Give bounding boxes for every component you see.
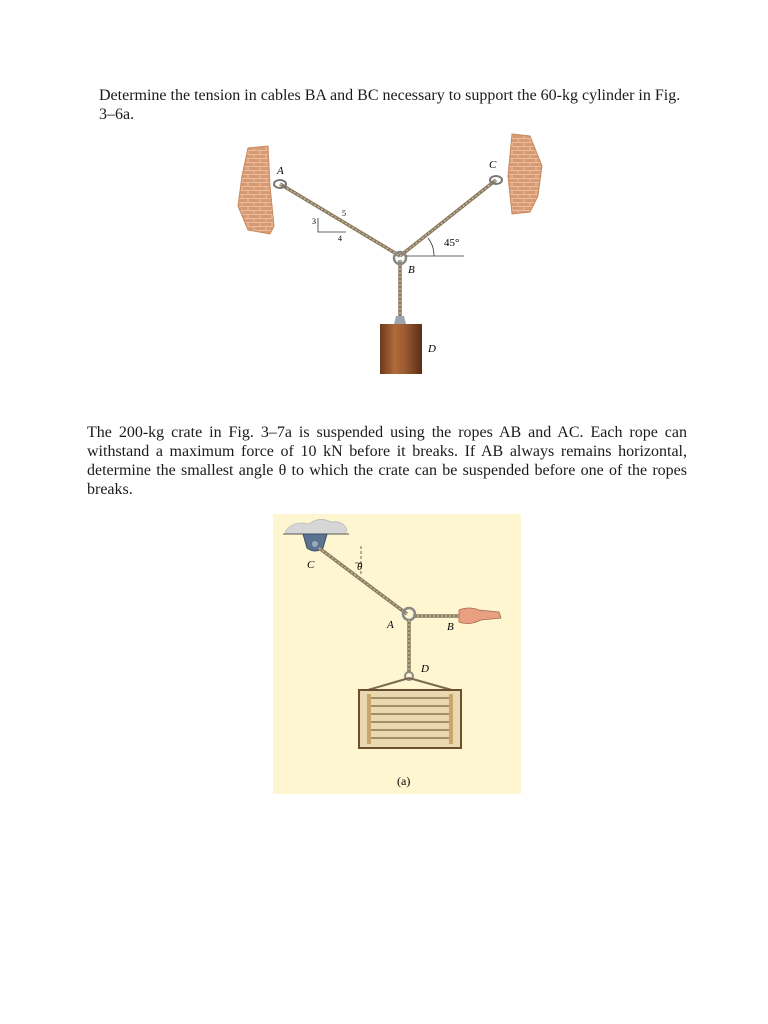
problem-2-text: The 200-kg crate in Fig. 3–7a is suspended using the ropes AB and AC. Each rope can withstand a maximum force of 10 kN before it breaks. If AB always remains horizontal, determine the smallest angle θ to which the crate can be suspended before one of the ropes breaks. [87, 424, 687, 498]
cylinder-d [380, 324, 422, 374]
label-a: A [387, 619, 394, 631]
label-a: A [277, 165, 284, 177]
figure-crate-ropes [273, 514, 521, 794]
slope-hyp: 5 [342, 209, 346, 218]
figure-background [273, 514, 521, 794]
right-wall [508, 134, 542, 214]
left-wall [238, 146, 274, 234]
label-c: C [489, 159, 497, 171]
figure-caption: (a) [397, 774, 411, 788]
label-theta: θ [357, 561, 363, 573]
angle-45: 45° [444, 237, 460, 249]
label-c: C [307, 559, 315, 571]
label-b: B [408, 264, 415, 276]
label-d: D [428, 343, 436, 355]
slope-run: 4 [338, 234, 342, 243]
crate [359, 690, 461, 748]
label-d: D [421, 663, 429, 675]
slope-rise: 3 [312, 217, 316, 226]
figure-cylinder-cables [230, 126, 550, 378]
problem-1-text: Determine the tension in cables BA and BC necessary to support the 60-kg cylinder in Fig. 3–6a. [99, 87, 681, 123]
label-b: B [447, 621, 454, 633]
